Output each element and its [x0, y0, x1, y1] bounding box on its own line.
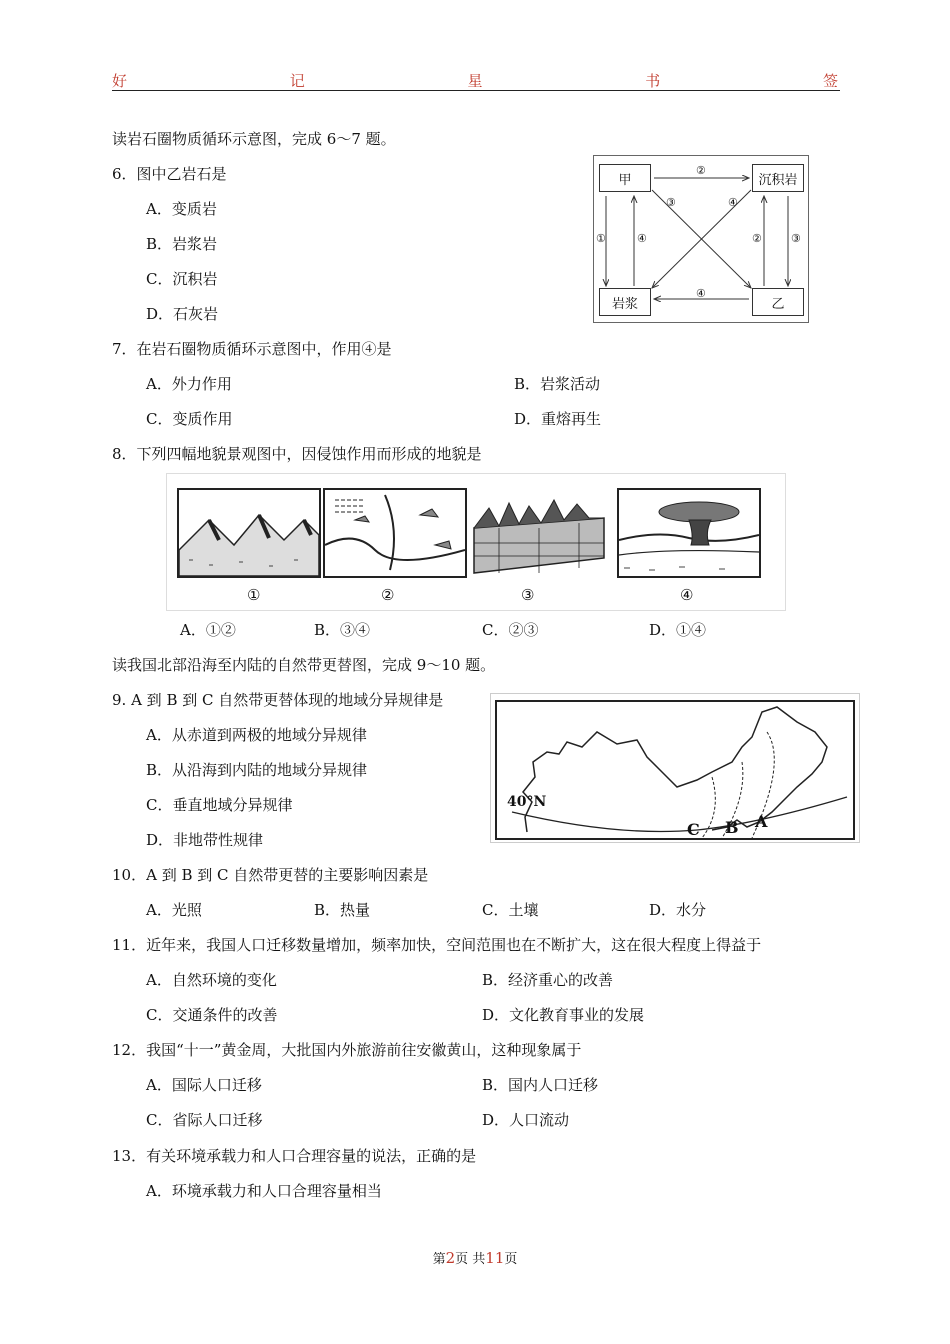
q8-option-c[interactable]: C．②③: [482, 621, 539, 639]
header-char: 记: [289, 72, 305, 90]
map-frame: [495, 700, 855, 840]
q6-stem: 6．图中乙岩石是: [112, 165, 227, 183]
landform-panel-1: [177, 488, 321, 578]
footer-prefix: 第: [432, 1252, 446, 1267]
q12-option-a[interactable]: A．国际人口迁移: [146, 1076, 262, 1094]
natural-zone-map: [490, 693, 860, 843]
latitude-label: 40°N: [507, 794, 547, 810]
box-magma: 岩浆: [599, 288, 651, 316]
q8-stem: 8．下列四幅地貌景观图中，因侵蚀作用而形成的地貌是: [112, 445, 482, 463]
q10-option-c[interactable]: C．土壤: [482, 901, 539, 919]
q11-option-a[interactable]: A．自然环境的变化: [146, 971, 277, 989]
header-char: 星: [467, 72, 483, 90]
q7-option-a[interactable]: A．外力作用: [146, 375, 232, 393]
footer-page-number: 2: [445, 1249, 456, 1267]
q9-stem: 9. A 到 B 到 C 自然带更替体现的地域分异规律是: [112, 691, 444, 709]
q6-option-a[interactable]: A．变质岩: [146, 200, 217, 218]
q7-stem: 7．在岩石圈物质循环示意图中，作用④是: [112, 340, 392, 358]
q11-option-d[interactable]: D．文化教育事业的发展: [482, 1006, 645, 1024]
q10-option-a[interactable]: A．光照: [146, 901, 202, 919]
arrow-label: ①: [596, 232, 606, 245]
landform-label-4: ④: [680, 586, 694, 604]
q6-option-b[interactable]: B．岩浆岩: [146, 235, 218, 253]
zone-label-a: A: [755, 812, 768, 831]
q12-option-d[interactable]: D．人口流动: [482, 1111, 570, 1129]
intro-6-7: 读岩石圈物质循环示意图，完成 6～7 题。: [112, 130, 396, 148]
arrow-label: ④: [696, 287, 706, 300]
arrow-label: ③: [666, 196, 676, 209]
landform-panel-2: [323, 488, 467, 578]
q7-option-c[interactable]: C．变质作用: [146, 410, 233, 428]
page-footer: [0, 1248, 950, 1267]
header-char: 签: [822, 72, 838, 90]
q8-option-b[interactable]: B．③④: [314, 621, 371, 639]
china-north-outline: [497, 702, 853, 838]
q11-stem: 11．近年来，我国人口迁移数量增加，频率加快，空间范围也在不断扩大，这在很大程度上得益于: [112, 936, 762, 954]
q10-option-d[interactable]: D．水分: [649, 901, 707, 919]
landform-label-2: ②: [381, 586, 395, 604]
q9-option-c[interactable]: C．垂直地域分异规律: [146, 796, 293, 814]
box-yi: 乙: [752, 288, 804, 316]
q13-stem: 13．有关环境承载力和人口合理容量的说法，正确的是: [112, 1147, 477, 1165]
header-char: 好: [112, 72, 128, 90]
arrow-label: ④: [637, 232, 647, 245]
arrow-label: ②: [752, 232, 762, 245]
landform-panel-3: [469, 488, 609, 574]
footer-suffix: 页: [504, 1252, 518, 1267]
q7-option-b[interactable]: B．岩浆活动: [514, 375, 601, 393]
q6-option-d[interactable]: D．石灰岩: [146, 305, 219, 323]
landform-panel-4: [617, 488, 761, 578]
q10-stem: 10．A 到 B 到 C 自然带更替的主要影响因素是: [112, 866, 429, 884]
footer-total-pages: 11: [485, 1249, 505, 1267]
q11-option-b[interactable]: B．经济重心的改善: [482, 971, 614, 989]
zone-label-c: C: [687, 820, 700, 839]
zone-label-b: B: [725, 818, 739, 837]
q12-stem: 12．我国“十一”黄金周，大批国内外旅游前往安徽黄山，这种现象属于: [112, 1041, 582, 1059]
q10-option-b[interactable]: B．热量: [314, 901, 371, 919]
intro-9-10: 读我国北部沿海至内陆的自然带更替图，完成 9～10 题。: [112, 656, 496, 674]
header-rule: [112, 90, 840, 91]
q8-option-d[interactable]: D．①④: [649, 621, 707, 639]
box-sedimentary: 沉积岩: [752, 164, 804, 192]
q9-option-d[interactable]: D．非地带性规律: [146, 831, 264, 849]
q7-option-d[interactable]: D．重熔再生: [514, 410, 602, 428]
q6-option-c[interactable]: C．沉积岩: [146, 270, 218, 288]
q13-option-a[interactable]: A．环境承载力和人口合理容量相当: [146, 1182, 382, 1200]
arrow-label: ②: [696, 164, 706, 177]
q9-option-a[interactable]: A．从赤道到两极的地域分异规律: [146, 726, 367, 744]
header-char: 书: [645, 72, 661, 90]
q12-option-b[interactable]: B．国内人口迁移: [482, 1076, 599, 1094]
footer-mid: 页 共: [455, 1252, 486, 1267]
landform-label-1: ①: [247, 586, 261, 604]
arrow-label: ③: [791, 232, 801, 245]
q9-option-b[interactable]: B．从沿海到内陆的地域分异规律: [146, 761, 368, 779]
rock-cycle-diagram: [593, 155, 809, 323]
q12-option-c[interactable]: C．省际人口迁移: [146, 1111, 263, 1129]
landform-label-3: ③: [521, 586, 535, 604]
page-header: [112, 70, 838, 90]
landform-panels: [166, 473, 786, 611]
box-jia: 甲: [599, 164, 651, 192]
q11-option-c[interactable]: C．交通条件的改善: [146, 1006, 278, 1024]
q8-option-a[interactable]: A．①②: [180, 621, 236, 639]
arrow-label: ④: [728, 196, 738, 209]
